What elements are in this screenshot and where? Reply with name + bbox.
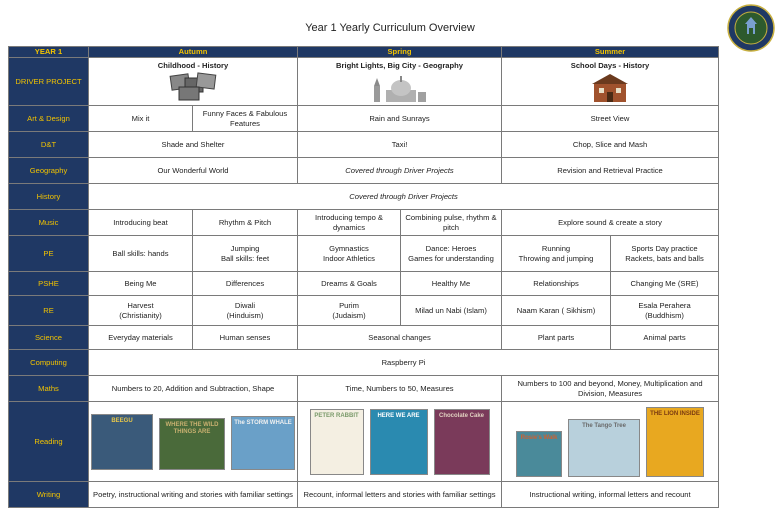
row-label-history: History: [9, 184, 89, 210]
curriculum-table: [8, 46, 719, 508]
music-1: Introducing beat: [89, 210, 193, 236]
book-cover: [91, 414, 153, 470]
row-label-driver-project: DRIVER PROJECT: [9, 58, 89, 106]
pe-2-line-2: Ball skills: feet: [220, 253, 270, 263]
maths-autumn: Numbers to 20, Addition and Subtraction, Shape: [89, 376, 298, 402]
dt-autumn: Shade and Shelter: [89, 132, 298, 158]
pe-1: Ball skills: hands: [89, 236, 193, 272]
music-row: [9, 210, 719, 236]
book-title: BEEGU: [111, 417, 133, 424]
book-cover: [646, 407, 704, 477]
music-3: Introducing tempo & dynamics: [298, 210, 401, 236]
book-cover: [159, 418, 225, 470]
book-cover: [310, 409, 364, 475]
pe-6: [611, 236, 719, 272]
row-label-pe: PE: [9, 236, 89, 272]
re-1-line-1: Harvest: [127, 301, 154, 311]
writing-summer: Instructional writing, informal letters and recount: [502, 482, 719, 508]
re-6-line-2: (Buddhism): [645, 310, 684, 320]
book-title: Chocolate Cake: [438, 412, 484, 419]
pe-row: [9, 236, 719, 272]
science-6: Animal parts: [611, 326, 719, 350]
pe-5: [502, 236, 611, 272]
reading-autumn-books: [91, 414, 295, 470]
science-1: Everyday materials: [89, 326, 193, 350]
row-label-maths: Maths: [9, 376, 89, 402]
book-cover: [434, 409, 490, 475]
pe-3-line-2: Indoor Athletics: [323, 253, 375, 263]
music-2: Rhythm & Pitch: [193, 210, 298, 236]
driver-project-summer-title: School Days - History: [570, 60, 650, 70]
pshe-row: [9, 272, 719, 296]
geography-summer: Revision and Retrieval Practice: [502, 158, 719, 184]
pe-2: [193, 236, 298, 272]
term-autumn: Autumn: [89, 47, 298, 58]
row-label-dt: D&T: [9, 132, 89, 158]
row-label-art: Art & Design: [9, 106, 89, 132]
art-autumn-2: Funny Faces & Fabulous Features: [193, 106, 298, 132]
art-spring: Rain and Sunrays: [298, 106, 502, 132]
book-title: PETER RABBIT: [314, 412, 359, 419]
dt-row: [9, 132, 719, 158]
page-title: Year 1 Yearly Curriculum Overview: [305, 22, 475, 34]
maths-row: [9, 376, 719, 402]
book-title: The STORM WHALE: [234, 419, 292, 426]
re-5: Naam Karan ( Sikhism): [502, 296, 611, 326]
pe-3: [298, 236, 401, 272]
music-4: Combining pulse, rhythm & pitch: [401, 210, 502, 236]
driver-project-spring-title: Bright Lights, Big City - Geography: [336, 60, 463, 70]
old-school-building-icon: [590, 72, 630, 102]
pshe-1: Being Me: [89, 272, 193, 296]
reading-summer-books: [504, 407, 716, 477]
re-2-line-2: (Hinduism): [226, 310, 264, 320]
pshe-6: Changing Me (SRE): [611, 272, 719, 296]
re-3: [298, 296, 401, 326]
book-title: Rosie's Walk: [520, 434, 558, 441]
childhood-photos-icon: [167, 72, 219, 102]
row-label-music: Music: [9, 210, 89, 236]
computing-row: [9, 350, 719, 376]
history-all: Covered through Driver Projects: [89, 184, 719, 210]
city-landmark-icon: [370, 72, 430, 102]
music-summer: Explore sound & create a story: [502, 210, 719, 236]
book-title: WHERE THE WILD THINGS ARE: [165, 421, 219, 435]
row-label-science: Science: [9, 326, 89, 350]
re-3-line-1: Purim: [339, 301, 359, 311]
pshe-5: Relationships: [502, 272, 611, 296]
pe-6-line-1: Sports Day practice: [631, 244, 698, 254]
driver-project-spring: [298, 58, 502, 106]
re-1: [89, 296, 193, 326]
geography-spring: Covered through Driver Projects: [298, 158, 502, 184]
book-title: The Tango Tree: [582, 422, 626, 429]
geography-autumn: Our Wonderful World: [89, 158, 298, 184]
dt-spring: Taxi!: [298, 132, 502, 158]
reading-autumn: [89, 402, 298, 482]
row-label-reading: Reading: [9, 402, 89, 482]
computing-all: Raspberry Pi: [89, 350, 719, 376]
re-2-line-1: Diwali: [234, 301, 256, 311]
pe-4-line-1: Dance: Heroes: [425, 244, 477, 254]
driver-project-row: [9, 58, 719, 106]
art-row: [9, 106, 719, 132]
term-summer: Summer: [502, 47, 719, 58]
science-row: [9, 326, 719, 350]
driver-project-autumn-title: Childhood - History: [157, 60, 229, 70]
term-spring: Spring: [298, 47, 502, 58]
row-label-writing: Writing: [9, 482, 89, 508]
re-4: Milad un Nabi (Islam): [401, 296, 502, 326]
writing-row: [9, 482, 719, 508]
year-label: YEAR 1: [9, 47, 89, 58]
maths-spring: Time, Numbers to 50, Measures: [298, 376, 502, 402]
geography-row: [9, 158, 719, 184]
re-6: [611, 296, 719, 326]
re-6-line-1: Esala Perahera: [638, 301, 691, 311]
reading-spring: [298, 402, 502, 482]
pshe-4: Healthy Me: [401, 272, 502, 296]
science-spring: Seasonal changes: [298, 326, 502, 350]
re-3-line-2: (Judaism): [332, 310, 366, 320]
pe-6-line-2: Rackets, bats and balls: [625, 253, 704, 263]
pe-5-line-1: Running: [541, 244, 571, 254]
pe-2-line-1: Jumping: [230, 244, 260, 254]
book-cover: [568, 419, 640, 477]
pshe-3: Dreams & Goals: [298, 272, 401, 296]
pshe-2: Differences: [193, 272, 298, 296]
book-title: THE LION INSIDE: [650, 410, 700, 417]
reading-spring-books: [300, 409, 499, 475]
pe-4-line-2: Games for understanding: [408, 253, 494, 263]
book-cover: [516, 431, 562, 477]
book-title: HERE WE ARE: [377, 412, 420, 419]
pe-4: [401, 236, 502, 272]
science-5: Plant parts: [502, 326, 611, 350]
school-crest-icon: [727, 4, 775, 52]
re-row: [9, 296, 719, 326]
driver-project-summer: [502, 58, 719, 106]
reading-row: [9, 402, 719, 482]
book-cover: [231, 416, 295, 470]
writing-spring: Recount, informal letters and stories with familiar settings: [298, 482, 502, 508]
header-row: [9, 47, 719, 58]
pe-5-line-2: Throwing and jumping: [518, 253, 594, 263]
history-row: [9, 184, 719, 210]
re-2: [193, 296, 298, 326]
writing-autumn: Poetry, instructional writing and stories with familiar settings: [89, 482, 298, 508]
re-1-line-2: (Christianity): [119, 310, 162, 320]
dt-summer: Chop, Slice and Mash: [502, 132, 719, 158]
pe-3-line-1: Gymnastics: [329, 244, 369, 254]
book-cover: [370, 409, 428, 475]
maths-summer: Numbers to 100 and beyond, Money, Multiplication and Division, Measures: [502, 376, 719, 402]
art-summer: Street View: [502, 106, 719, 132]
science-2: Human senses: [193, 326, 298, 350]
art-autumn-1: Mix it: [89, 106, 193, 132]
row-label-re: RE: [9, 296, 89, 326]
driver-project-autumn: [89, 58, 298, 106]
row-label-computing: Computing: [9, 350, 89, 376]
row-label-pshe: PSHE: [9, 272, 89, 296]
reading-summer: [502, 402, 719, 482]
row-label-geography: Geography: [9, 158, 89, 184]
